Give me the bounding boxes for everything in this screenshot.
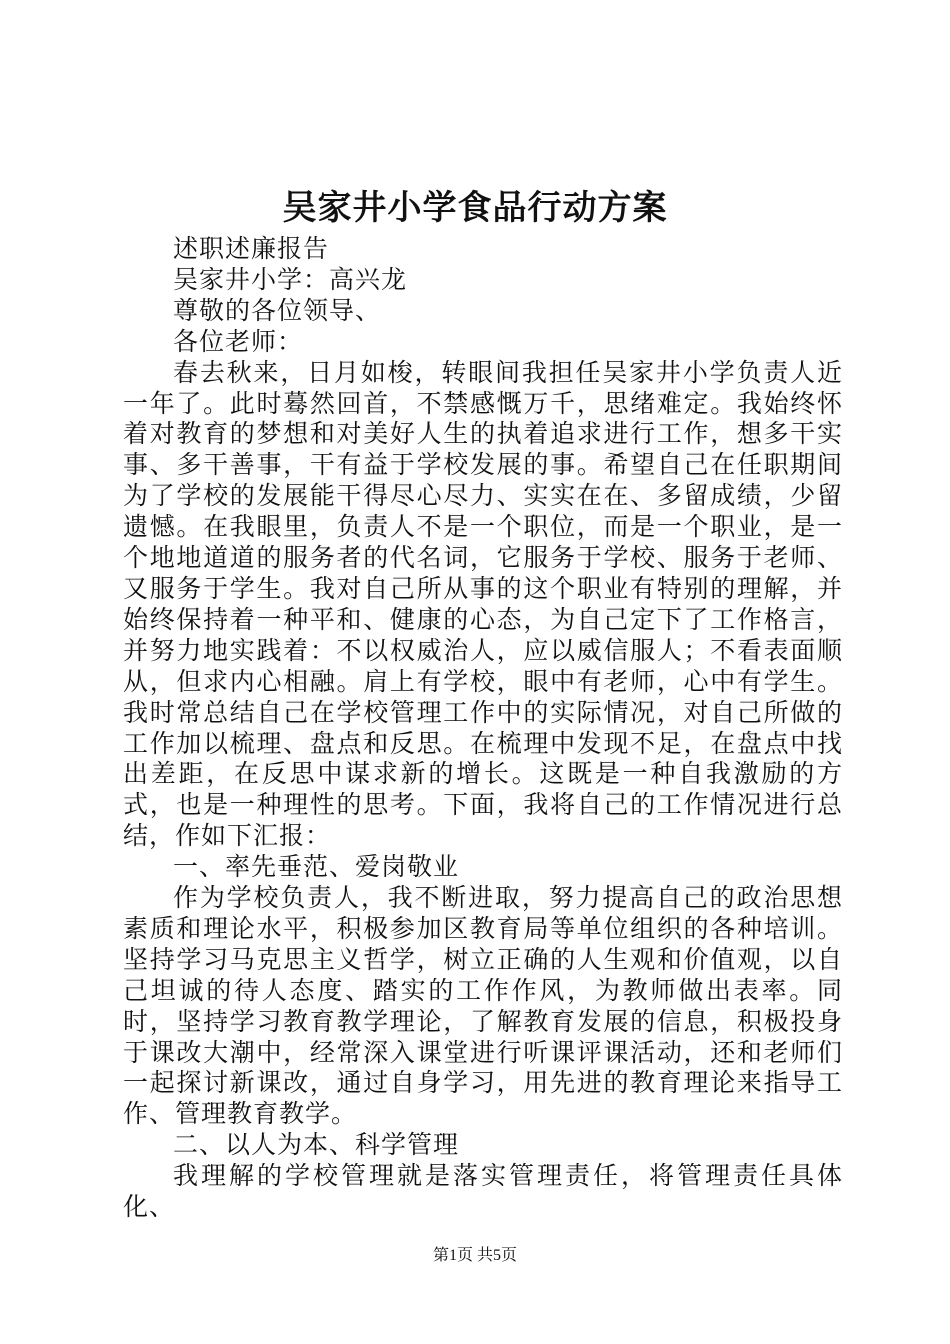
document-title: 吴家井小学食品行动方案 bbox=[282, 188, 668, 228]
section-heading-2: 二、以人为本、科学管理 bbox=[173, 1130, 460, 1160]
document-body bbox=[123, 234, 843, 1223]
report-heading: 述职述廉报告 bbox=[173, 234, 330, 263]
intro-paragraph: 春去秋来，日月如梭，转眼间我担任吴家井小学负责人近一年了。此时蓦然回首，不禁感慨万千，思绪难定。我始终怀着对教育的梦想和对美好人生的执着追求进行工作，想多干实事、多干善事，干有益于学校发展的事。希望自己在任职期间为了学校的发展能干得尽心尽力、实实在在、多留成绩，少留遗憾。在我眼里，负责人不是一个职位，而是一个职业，是一个地地道道的服务者的代名词，它服务于学校、服务于老师、又服务于学生。我对自己所从事的这个职业有特别的理解，并始终保持着一种平和、健康的心态，为自己定下了工作格言，并努力地实践着：不以权威治人，应以威信服人；不看表面顺从，但求内心相融。肩上有学校，眼中有老师，心中有学生。我时常总结自己在学校管理工作中的实际情况，对自己所做的工作加以梳理、盘点和反思。在梳理中发现不足，在盘点中找出差距，在反思中谋求新的增长。这既是一种自我激励的方式，也是一种理性的思考。下面，我将自己的工作情况进行总结，作如下汇报： bbox=[123, 357, 843, 851]
page-footer: 第1页 共5页 bbox=[432, 1247, 517, 1264]
salutation-leaders: 尊敬的各位领导、 bbox=[173, 295, 382, 325]
section-1-paragraph: 作为学校负责人，我不断进取，努力提高自己的政治思想素质和理论水平，积极参加区教育局等单位组织的各种培训。坚持学习马克思主义哲学，树立正确的人生观和价值观，以自己坦诚的待人态度、踏实的工作作风，为教师做出表率。同时，坚持学习教育教学理论，了解教育发展的信息，积极投身于课改大潮中，经常深入课堂进行听课评课活动，还和老师们一起探讨新课改，通过自身学习，用先进的教育理论来指导工作、管理教育教学。 bbox=[123, 883, 843, 1129]
author-line: 吴家井小学：高兴龙 bbox=[173, 264, 408, 294]
salutation-teachers: 各位老师： bbox=[173, 326, 304, 356]
section-heading-1: 一、率先垂范、爱岗敬业 bbox=[173, 852, 460, 882]
section-2-paragraph: 我理解的学校管理就是落实管理责任，将管理责任具体化、 bbox=[123, 1161, 843, 1222]
